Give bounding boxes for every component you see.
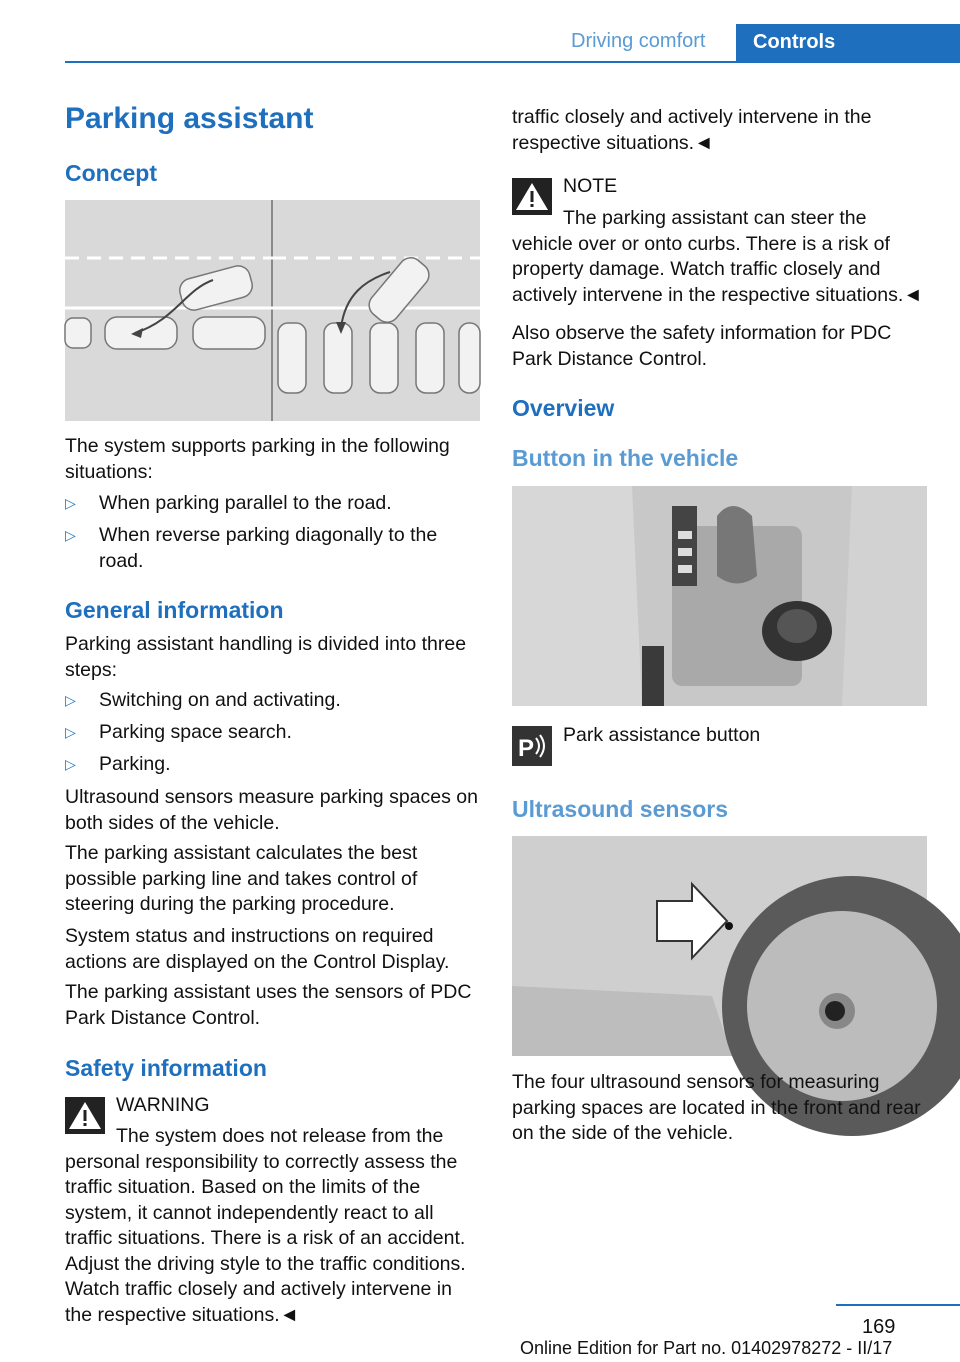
footer-rule	[836, 1304, 960, 1306]
sensors-heading: Ultrasound sensors	[512, 796, 728, 822]
general-intro: Parking assistant handling is divided into three steps:	[65, 633, 467, 681]
list-item-text: When reverse parking diagonally to the road.	[99, 524, 438, 572]
safety-heading: Safety information	[65, 1055, 267, 1081]
warning-text: The system does not release from the personal responsibility to correctly assess the traffic situation. Based on the limits of the system, it cannot independently react to all traffic situations. There is a risk of an accident. Adjust the driving style to the traffic conditions. Watch traffic closely and actively intervene in the respective situations.◄	[65, 1125, 466, 1326]
general-p3: System status and instructions on required actions are displayed on the Control Display.	[65, 925, 450, 973]
svg-text:P: P	[518, 735, 535, 762]
triangle-right-icon: ▷	[65, 692, 76, 708]
triangle-right-icon: ▷	[65, 724, 76, 740]
triangle-right-icon: ▷	[65, 756, 76, 772]
header-section: Driving comfort	[571, 30, 706, 52]
general-p1: Ultrasound sensors measure parking spaces on both sides of the vehicle.	[65, 786, 478, 834]
list-item-text: Switching on and activating.	[99, 689, 341, 711]
header-tab-label: Controls	[753, 31, 836, 53]
note-label: NOTE	[563, 175, 618, 197]
parking-diagram	[65, 200, 480, 421]
overview-heading: Overview	[512, 395, 615, 421]
list-item-text: Parking space search.	[99, 721, 292, 743]
page-title: Parking assistant	[65, 102, 314, 135]
triangle-right-icon: ▷	[65, 495, 76, 511]
sensors-text: The four ultrasound sensors for measuring parking spaces are located in the front and rear on the side of the vehicle.	[512, 1071, 921, 1144]
general-heading: General information	[65, 597, 284, 623]
button-caption: Park assistance button	[563, 724, 761, 746]
general-p4: The parking assistant uses the sensors of PDC Park Distance Control.	[65, 981, 472, 1029]
warning-label: WARNING	[116, 1094, 210, 1116]
note-text: The parking assistant can steer the vehicle over or onto curbs. There is a risk of property damage. Watch traffic closely and actively intervene in the respective situations.◄	[512, 207, 923, 306]
list-item	[65, 491, 480, 517]
safety-also: Also observe the safety information for PDC Park Distance Control.	[512, 322, 892, 370]
general-p2: The parking assistant calculates the best possible parking line and takes control of steering during the parking procedure.	[65, 842, 418, 915]
list-item-text: Parking.	[99, 753, 171, 775]
concept-text: The system supports parking in the following situations:	[65, 435, 450, 483]
warning-text-continued: traffic closely and actively intervene in the respective situations.◄	[512, 106, 872, 154]
concept-heading: Concept	[65, 160, 157, 186]
park-assist-icon	[512, 726, 552, 766]
page-number: 169	[862, 1316, 896, 1338]
footer-edition: Online Edition for Part no. 01402978272 - II/17	[520, 1338, 893, 1358]
button-heading: Button in the vehicle	[512, 445, 739, 471]
console-photo	[512, 486, 927, 706]
sensor-photo	[512, 836, 927, 1056]
list-item	[65, 720, 480, 746]
list-item-text: When parking parallel to the road.	[99, 492, 392, 514]
list-item	[65, 752, 480, 778]
list-item	[65, 688, 480, 714]
triangle-right-icon: ▷	[65, 527, 76, 543]
list-item	[65, 523, 480, 574]
